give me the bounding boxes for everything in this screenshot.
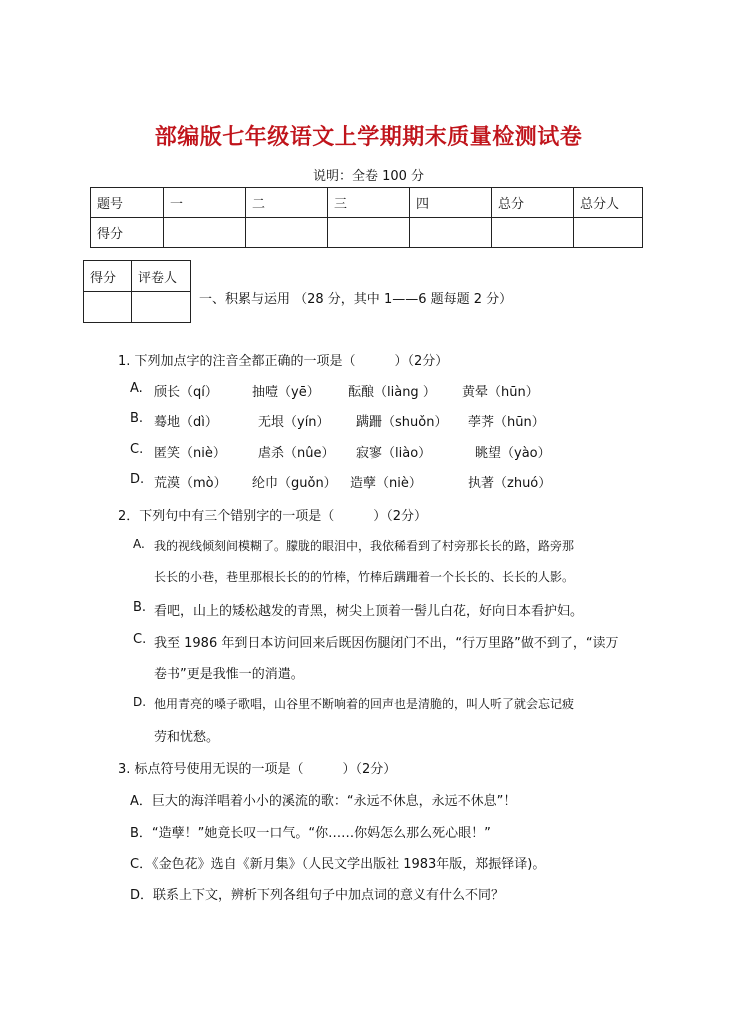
q1-option-item: 寂寥（liào） xyxy=(356,446,432,461)
q2-option-c-text-cont: 卷书”更是我惟一的消遣。 xyxy=(154,667,304,682)
question-3-stem: 3. 标点符号使用无误的一项是（ ）（2分） xyxy=(118,762,397,777)
grader-score-cell[interactable] xyxy=(84,292,132,323)
score-input-cell[interactable] xyxy=(410,218,492,248)
q1-option-item: 荒漠（mò） xyxy=(154,476,227,491)
q1-option-item: 执著（zhuó） xyxy=(468,476,552,491)
score-input-cell[interactable] xyxy=(246,218,328,248)
q1-option-item: 黄晕（hūn） xyxy=(462,385,539,400)
score-table-cell: 二 xyxy=(246,188,328,218)
score-table-header-row xyxy=(91,188,643,218)
q2-option-c-text: 我至 1986 年到日本访问回来后既因伤腿闭门不出，“行万里路”做不到了，“读万 xyxy=(154,636,619,651)
q1-option-item: 虐杀（nûe） xyxy=(258,446,335,461)
score-table-cell: 一 xyxy=(164,188,246,218)
q3-option-b: B．“造孽！”她竟长叹一口气。“你……你妈怎么那么死心眼！” xyxy=(130,826,491,841)
q1-option-item: 酝酿（liàng ） xyxy=(348,385,436,400)
q2-option-letter: A. xyxy=(133,537,145,551)
exam-note: 说明：全卷 100 分 xyxy=(312,169,425,184)
score-table-cell: 四 xyxy=(410,188,492,218)
q1-option-item: 颀长（qí） xyxy=(154,385,218,400)
q1-option-item: 抽噎（yē） xyxy=(252,385,320,400)
section-heading: 一、积累与运用 （28 分，其中 1——6 题每题 2 分） xyxy=(199,292,513,307)
q2-option-d-text-cont: 劳和忧愁。 xyxy=(154,730,220,745)
q3-option-d: D．联系上下文，辨析下列各组句子中加点词的意义有什么不同？ xyxy=(130,888,505,903)
score-table-cell: 三 xyxy=(328,188,410,218)
q1-option-letter: C. xyxy=(130,442,144,457)
q1-option-item: 蓦地（dì） xyxy=(154,415,218,430)
q2-option-letter: C. xyxy=(133,632,147,647)
grader-name-label: 评卷人 xyxy=(132,261,191,292)
score-row-label: 得分 xyxy=(91,218,164,248)
score-table-cell: 总分人 xyxy=(574,188,643,218)
q1-option-letter: A. xyxy=(130,381,143,396)
score-table-score-row xyxy=(91,218,643,248)
question-1-stem: 1. 下列加点字的注音全都正确的一项是（ ）（2分） xyxy=(118,354,449,369)
score-input-cell[interactable] xyxy=(574,218,643,248)
q2-option-letter: D. xyxy=(133,695,147,709)
q1-option-item: 造孽（niè） xyxy=(350,476,422,491)
score-table xyxy=(90,187,643,248)
grader-name-cell[interactable] xyxy=(132,292,191,323)
q3-option-c: C．《金色花》选自《新月集》（人民文学出版社 1983年版，郑振铎译)。 xyxy=(130,857,546,872)
q2-option-a-text: 我的视线倾刻间模糊了。朦胧的眼泪中，我依稀看到了村旁那长长的路，路旁那 xyxy=(154,539,575,553)
q1-option-item: 无垠（yín） xyxy=(258,415,330,430)
q3-option-a: A．巨大的海洋唱着小小的溪流的歌：“永远不休息，永远不休息”！ xyxy=(130,794,517,809)
exam-title: 部编版七年级语文上学期期末质量检测试卷 xyxy=(154,125,583,150)
score-input-cell[interactable] xyxy=(328,218,410,248)
q2-option-d-text: 他用青亮的嗓子歌唱，山谷里不断响着的回声也是清脆的，叫人听了就会忘记疲 xyxy=(154,697,575,711)
q2-option-a-text-cont: 长长的小巷，巷里那根长长的的竹棒，竹棒后蹒跚着一个长长的、长长的人影。 xyxy=(154,570,575,584)
score-table-cell: 题号 xyxy=(91,188,164,218)
score-input-cell[interactable] xyxy=(164,218,246,248)
q1-option-item: 蹒跚（shuǒn） xyxy=(356,415,448,430)
q1-option-letter: B. xyxy=(130,411,144,426)
q1-option-item: 眺望（yào） xyxy=(475,446,551,461)
grader-score-label: 得分 xyxy=(84,261,132,292)
q1-option-item: 匿笑（niè） xyxy=(154,446,226,461)
q1-option-item: 荸荠（hūn） xyxy=(468,415,545,430)
q1-option-item: 纶巾（guǒn） xyxy=(252,476,337,491)
q1-option-letter: D. xyxy=(130,472,145,487)
grader-table xyxy=(83,260,191,323)
q2-option-b-text: 看吧，山上的矮松越发的青黑，树尖上顶着一髻儿白花，好向日本看护妇。 xyxy=(154,604,584,619)
q2-option-letter: B. xyxy=(133,600,147,615)
question-2-stem: 2．下列句中有三个错别字的一项是（ ）（2分） xyxy=(118,509,428,524)
score-table-cell: 总分 xyxy=(492,188,574,218)
score-input-cell[interactable] xyxy=(492,218,574,248)
